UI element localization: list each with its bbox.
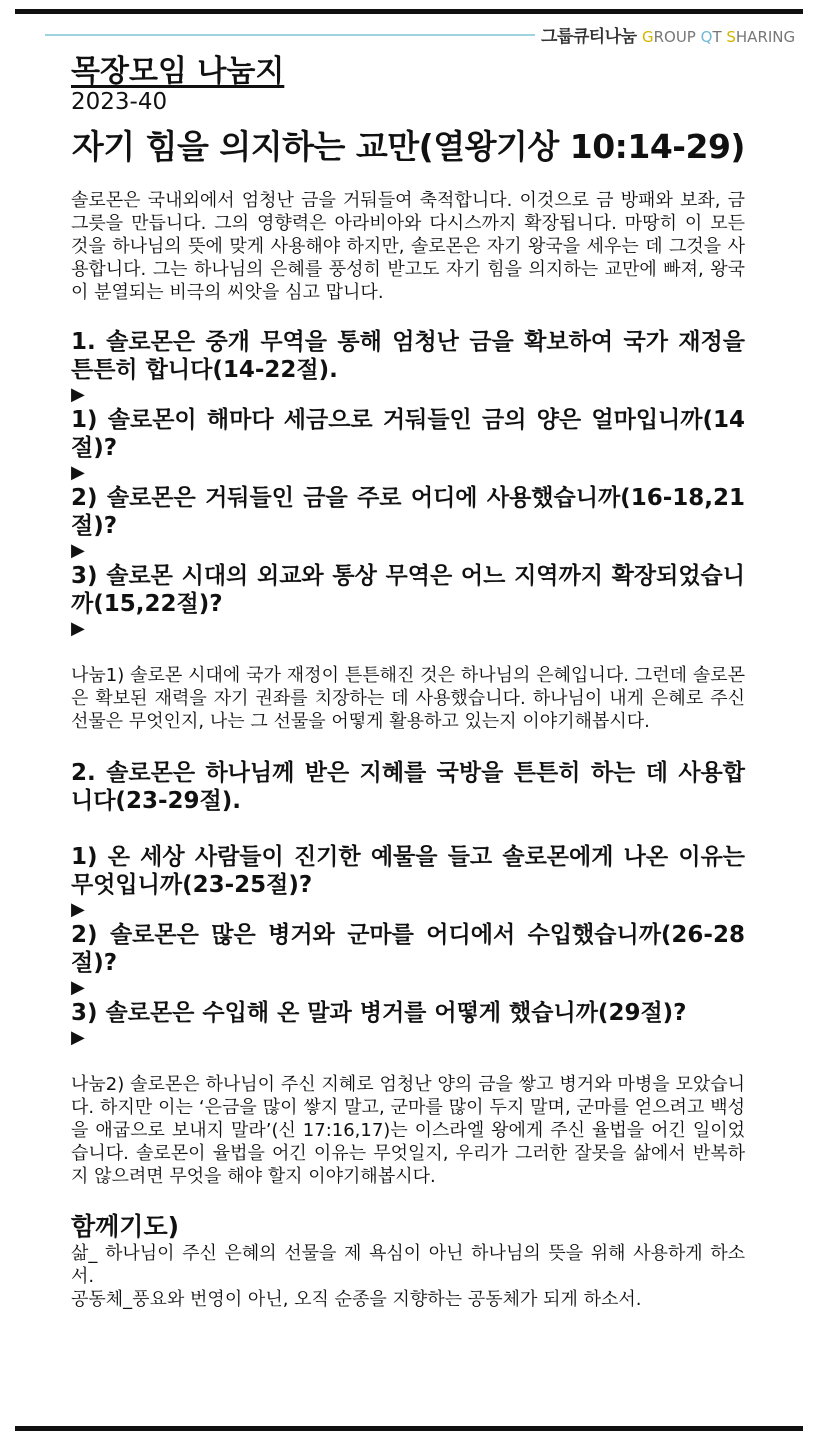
- answer-arrow-icon: ▶: [71, 899, 85, 920]
- main-title: 자기 힘을 의지하는 교만(열왕기상 10:14-29): [71, 127, 745, 166]
- brand-korean: 그룹큐티나눔: [541, 27, 637, 47]
- prayer-heading: 함께기도): [71, 1212, 180, 1241]
- header-accent-line: [45, 34, 535, 36]
- bottom-border-rule: [15, 1426, 803, 1431]
- brand-english: GROUP QT SHARING: [641, 28, 796, 46]
- issue-number: 2023-40: [71, 89, 168, 115]
- section2-question-3: 3) 솔로몬은 수입해 온 말과 병거를 어떻게 했습니까(29절)?: [71, 1000, 687, 1026]
- top-border-rule: [15, 9, 803, 14]
- section2-question-1: 1) 온 세상 사람들이 진기한 예물을 들고 솔로몬에게 나온 이유는 무엇입니까(23-25절)?: [71, 844, 745, 898]
- section1-question-1: 1) 솔로몬이 해마다 세금으로 거둬들인 금의 양은 얼마입니까(14절)?: [71, 407, 745, 461]
- answer-arrow-icon: ▶: [71, 618, 85, 639]
- prayer-line-life: 삶_ 하나님이 주신 은혜의 선물을 제 욕심이 아닌 하나님의 뜻을 위해 사용하게 하소서.: [71, 1243, 745, 1287]
- brand-logo: [541, 22, 795, 47]
- prayer-line-community: 공동체_풍요와 번영이 아닌, 오직 순종을 지향하는 공동체가 되게 하소서.: [71, 1289, 642, 1310]
- sharing-2: 나눔2) 솔로몬은 하나님이 주신 지혜로 엄청난 양의 금을 쌓고 병거와 마병을 모았습니다. 하지만 이는 ‘은금을 많이 쌓지 말고, 군마를 많이 두지 말며, 군마를 얻으려고 백성을 애굽으로 보내지 말라’(신 17:16,17)는 이스라엘 왕에게 주신 율법을 어긴 일이었습니다. 솔로몬이 율법을 어긴 이유는 무엇일지, 우리가 그러한 잘못을 삶에서 반복하지 않으려면 무엇을 해야 할지 이야기해봅시다.: [71, 1074, 745, 1187]
- answer-arrow-icon: ▶: [71, 1027, 85, 1048]
- answer-arrow-icon: ▶: [71, 977, 85, 998]
- answer-arrow-icon: ▶: [71, 462, 85, 483]
- section1-question-3: 3) 솔로몬 시대의 외교와 통상 무역은 어느 지역까지 확장되었습니까(15,22절)?: [71, 563, 745, 617]
- answer-arrow-icon: ▶: [71, 384, 85, 405]
- section1-heading: 1. 솔로몬은 중개 무역을 통해 엄청난 금을 확보하여 국가 재정을 튼튼히 합니다(14-22절).: [71, 329, 745, 383]
- document-body: [71, 54, 745, 1311]
- answer-arrow-icon: ▶: [71, 540, 85, 561]
- section2-question-2: 2) 솔로몬은 많은 병거와 군마를 어디에서 수입했습니까(26-28절)?: [71, 922, 745, 976]
- intro-paragraph: 솔로몬은 국내외에서 엄청난 금을 거둬들여 축적합니다. 이것으로 금 방패와 보좌, 금 그릇을 만듭니다. 그의 영향력은 아라비아와 다시스까지 확장됩니다. 마땅히 이 모든 것을 하나님의 뜻에 맞게 사용해야 하지만, 솔로몬은 자기 왕국을 세우는 데 그것을 사용합니다. 그는 하나님의 은혜를 풍성히 받고도 자기 힘을 의지하는 교만에 빠져, 왕국이 분열되는 비극의 씨앗을 심고 맙니다.: [71, 190, 745, 303]
- section1-question-2: 2) 솔로몬은 거둬들인 금을 주로 어디에 사용했습니까(16-18,21절)?: [71, 485, 745, 539]
- document-title: 목장모임 나눔지: [71, 54, 285, 89]
- sharing-1: 나눔1) 솔로몬 시대에 국가 재정이 튼튼해진 것은 하나님의 은혜입니다. 그런데 솔로몬은 확보된 재력을 자기 권좌를 치장하는 데 사용했습니다. 하나님이 내게 은혜로 주신 선물은 무엇인지, 나는 그 선물을 어떻게 활용하고 있는지 이야기해봅시다.: [71, 665, 745, 732]
- section2-heading: 2. 솔로몬은 하나님께 받은 지혜를 국방을 튼튼히 하는 데 사용합니다(23-29절).: [71, 760, 745, 814]
